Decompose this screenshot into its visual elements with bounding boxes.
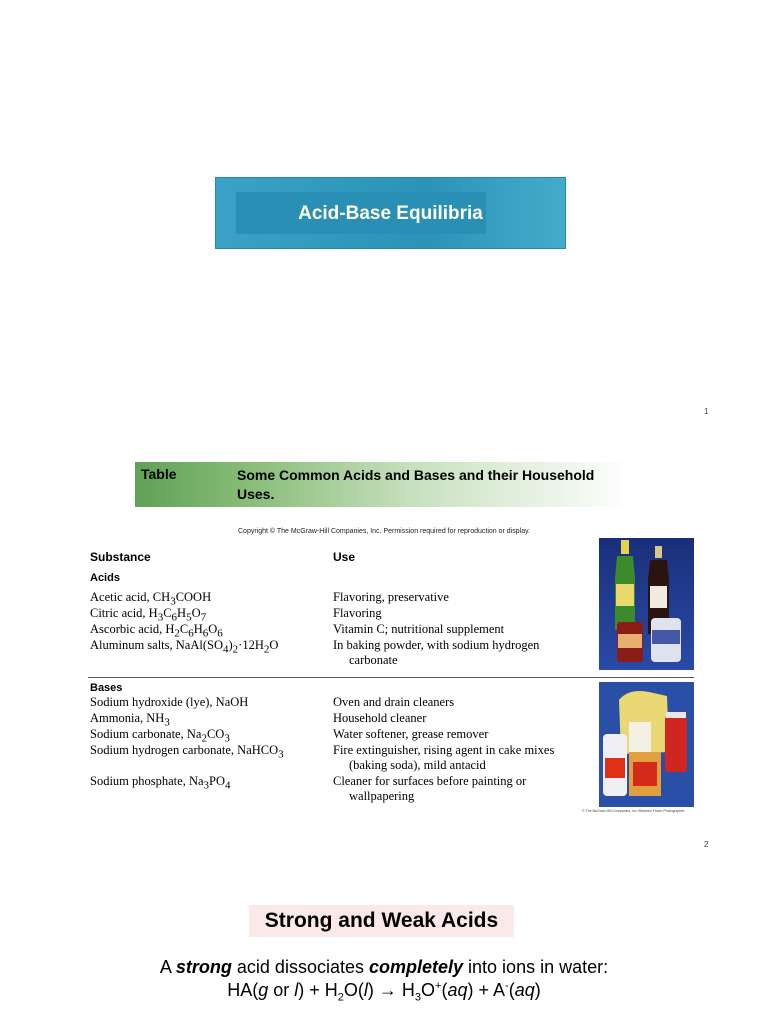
bases-list	[90, 695, 590, 805]
table-row	[90, 727, 590, 743]
substance-cell: Aluminum salts, $NaAl(SO_4)_2\cdot 12H_2O$	[90, 638, 279, 656]
substance-cell: Sodium phosphate, $Na_3PO_4$	[90, 774, 231, 792]
use-cell: Oven and drain cleaners	[333, 695, 455, 709]
slide3-title: Strong and Weak Acids	[264, 909, 499, 932]
table-row	[90, 622, 590, 638]
substance-cell: Citric acid, $H_3C_6H_5O_7$	[90, 606, 207, 624]
dissociation-equation: HA(g or $l) + H_2O(l) \to H_3O^+(aq) + A^-(aq)$	[227, 980, 541, 1004]
table-label: Table	[141, 466, 177, 482]
page-number-1: 1	[704, 407, 709, 416]
table-row	[90, 590, 590, 606]
substance-cell: Sodium carbonate, $Na_2CO_3$	[90, 727, 230, 745]
table-row	[90, 743, 590, 774]
table-row	[90, 774, 590, 805]
use-cell: In baking powder, with sodium hydrogen carbonate	[333, 638, 540, 667]
table-divider	[88, 677, 694, 678]
acids-list	[90, 590, 590, 669]
acid-products-photo	[599, 538, 694, 670]
line1-prefix: A	[159, 957, 176, 977]
definition-line	[0, 957, 768, 978]
table-row	[90, 638, 590, 669]
title-box	[215, 177, 566, 249]
use-cell: Cleaner for surfaces before painting or wallpapering	[333, 774, 527, 803]
use-cell: Water softener, grease remover	[333, 727, 489, 741]
table-row	[90, 606, 590, 622]
page-number-2: 2	[704, 840, 709, 849]
column-header-use: Use	[333, 550, 356, 564]
line1-suffix: into ions in water:	[463, 957, 609, 977]
copyright-notice: Copyright © The McGraw-Hill Companies, Inc. Permission required for reproduction or display.	[238, 528, 531, 535]
completely-emphasis: completely	[368, 957, 464, 977]
substance-cell: Ascorbic acid, $H_2C_6H_6O_6$	[90, 622, 223, 640]
acids-heading: Acids	[90, 572, 120, 584]
table-row	[90, 711, 590, 727]
table-title: Some Common Acids and Bases and their Household Uses.	[237, 467, 595, 502]
use-cell: Household cleaner	[333, 711, 427, 725]
use-cell: Vitamin C; nutritional supplement	[333, 622, 505, 636]
use-cell: Flavoring, preservative	[333, 590, 449, 604]
table-row	[90, 695, 590, 711]
slide-title: Acid-Base Equilibria	[298, 203, 483, 224]
column-header-substance: Substance	[90, 550, 151, 564]
substance-cell: Ammonia, $NH_3$	[90, 711, 170, 729]
base-products-photo	[599, 682, 694, 807]
use-cell: Fire extinguisher, rising agent in cake mixes (baking soda), mild antacid	[333, 743, 555, 772]
slide3-title-box	[249, 905, 514, 937]
substance-cell: Sodium hydroxide (lye), NaOH	[90, 695, 249, 709]
use-cell: Flavoring	[333, 606, 382, 620]
line1-middle: acid dissociates	[231, 957, 369, 977]
table-banner	[135, 462, 630, 507]
substance-cell: Acetic acid, $CH_3COOH$	[90, 590, 212, 608]
strong-emphasis: strong	[175, 957, 232, 977]
bases-heading: Bases	[90, 682, 123, 694]
substance-cell: Sodium hydrogen carbonate, NaHCO$_3$	[90, 743, 284, 761]
photo-credit: © The McGraw-Hill Companies, Inc./Stephen Frisch Photographer	[582, 809, 685, 813]
